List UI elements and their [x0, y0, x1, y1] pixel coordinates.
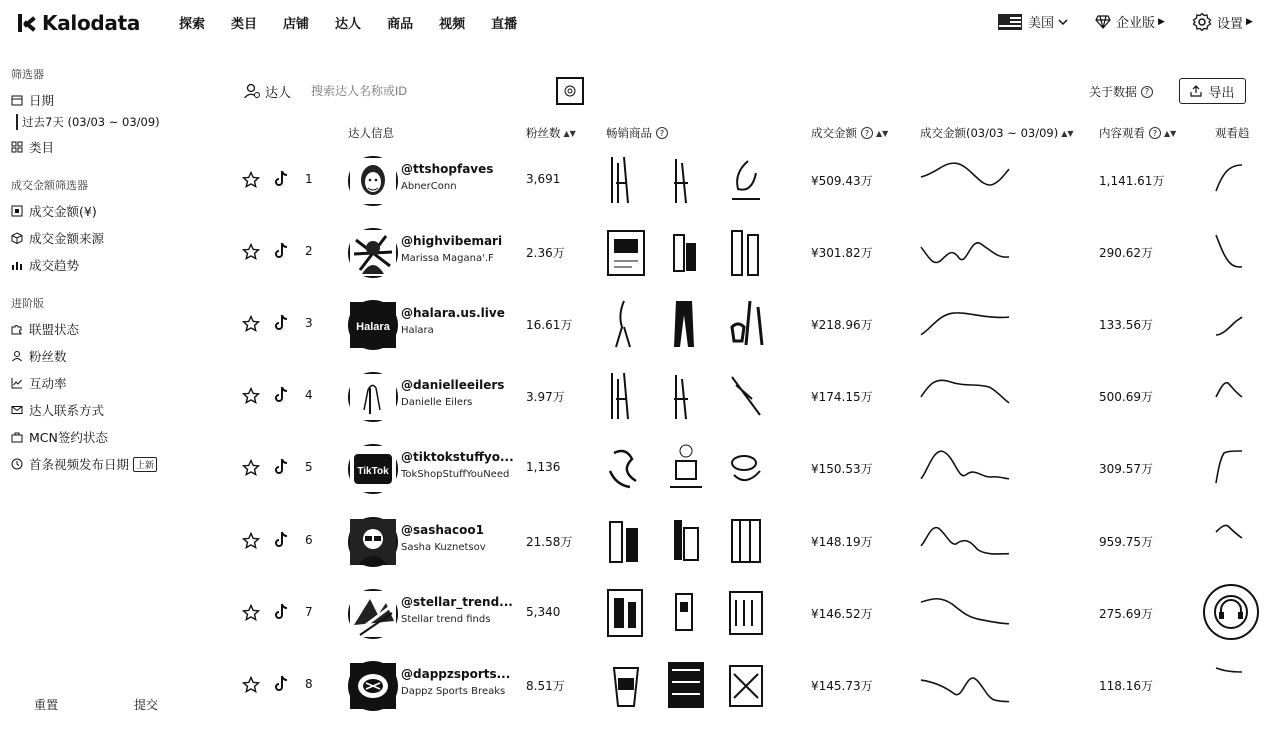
sidebar-item-label: 粉丝数 — [29, 349, 67, 364]
col-header-top-products — [606, 125, 668, 141]
sidebar-item-label: 类目 — [29, 140, 55, 155]
view-trend-sparkline — [1214, 299, 1244, 345]
product-thumbnail[interactable] — [726, 369, 766, 425]
col-header-followers[interactable] — [526, 125, 576, 141]
caret-right-icon: ▶ — [1246, 17, 1253, 27]
product-thumbnail[interactable] — [606, 514, 646, 570]
brand-logo[interactable] — [18, 10, 140, 36]
product-thumbnail[interactable] — [726, 153, 766, 209]
nav-product[interactable]: 商品 — [387, 17, 414, 32]
sidebar-item-engagement[interactable] — [11, 374, 67, 392]
sidebar-item-gmv[interactable] — [11, 202, 97, 220]
sidebar-item-label: 互动率 — [29, 376, 67, 391]
col-header-watch — [1215, 125, 1250, 141]
avatar[interactable] — [348, 444, 398, 494]
nav-creator[interactable]: 达人 — [335, 17, 362, 32]
creator-name: Danielle Eilers — [401, 397, 473, 408]
col-header-gmv[interactable] — [811, 125, 888, 141]
creator-handle[interactable]: @danielleeilers — [401, 378, 505, 392]
product-thumbnail[interactable] — [606, 658, 646, 714]
creator-search-bar — [243, 78, 531, 104]
view-trend-sparkline — [1214, 227, 1244, 273]
export-button[interactable] — [1179, 78, 1246, 104]
creator-handle[interactable]: @dappzsports... — [401, 667, 511, 681]
diamond-icon — [1095, 15, 1111, 29]
tiktok-icon[interactable] — [273, 314, 289, 332]
view-trend-sparkline — [1214, 371, 1244, 417]
search-tab-label[interactable]: 达人 — [265, 85, 292, 101]
tiktok-icon[interactable] — [273, 603, 289, 621]
tiktok-icon[interactable] — [273, 531, 289, 549]
help-icon: ? — [1141, 86, 1153, 98]
product-thumbnail[interactable] — [666, 441, 706, 497]
sidebar-item-label: 成交趋势 — [29, 258, 80, 273]
col-header-label: 粉丝数 — [526, 126, 561, 140]
col-header-label: 观看趋 — [1215, 126, 1250, 140]
reset-button[interactable]: 重置 — [34, 698, 59, 712]
rank-number: 5 — [305, 460, 313, 474]
filter-sidebar — [0, 60, 176, 729]
star-icon[interactable] — [242, 459, 260, 477]
table-row[interactable] — [236, 145, 1280, 217]
col-header-label: 成交金额 — [811, 126, 857, 140]
avatar[interactable] — [348, 589, 398, 639]
views-value: 290.62万 — [1099, 246, 1153, 260]
product-thumbnail[interactable] — [606, 297, 646, 353]
gmv-trend-sparkline — [919, 660, 1011, 706]
creator-handle[interactable]: @sashacoo1 — [401, 523, 484, 537]
star-icon[interactable] — [242, 171, 260, 189]
view-trend-sparkline — [1214, 516, 1244, 562]
gmv-value: ¥301.82万 — [811, 246, 873, 260]
table-row[interactable] — [236, 217, 1280, 289]
creator-name: Dappz Sports Breaks — [401, 686, 506, 697]
tiktok-icon[interactable] — [273, 170, 289, 188]
rank-number: 7 — [305, 605, 313, 619]
avatar[interactable] — [348, 156, 398, 206]
gmv-trend-sparkline — [919, 516, 1011, 562]
about-data-link[interactable] — [1089, 83, 1153, 100]
export-label: 导出 — [1208, 85, 1235, 101]
product-thumbnail[interactable] — [726, 586, 766, 642]
creator-handle[interactable]: @halara.us.live — [401, 306, 505, 320]
col-header-creator — [348, 125, 394, 141]
product-thumbnail[interactable] — [606, 225, 646, 281]
nav-explore[interactable]: 探索 — [179, 17, 206, 32]
col-header-label: 内容观看 — [1099, 126, 1145, 140]
tiktok-icon[interactable] — [273, 386, 289, 404]
line-chart-icon — [11, 377, 23, 389]
caret-right-icon: ▶ — [1158, 16, 1165, 27]
product-thumbnail[interactable] — [666, 369, 706, 425]
star-icon[interactable] — [242, 604, 260, 622]
rank-number: 1 — [305, 172, 313, 186]
sidebar-item-date[interactable] — [11, 91, 54, 109]
follower-count: 3.97万 — [526, 390, 565, 404]
us-flag-icon — [998, 14, 1022, 30]
gmv-value: ¥509.43万 — [811, 174, 873, 188]
star-icon[interactable] — [242, 387, 260, 405]
user-icon — [11, 350, 23, 362]
product-thumbnail[interactable] — [666, 514, 706, 570]
avatar[interactable] — [348, 300, 398, 350]
top-products — [606, 153, 776, 209]
nav-video[interactable]: 视频 — [439, 17, 466, 32]
sidebar-item-label: 首条视频发布日期 — [29, 457, 130, 472]
new-badge: 上新 — [133, 457, 157, 472]
settings-label: 设置 — [1217, 16, 1244, 32]
follower-count: 21.58万 — [526, 535, 573, 549]
sidebar-item-label: 达人联系方式 — [29, 403, 105, 418]
views-value: 309.57万 — [1099, 462, 1153, 476]
creator-name: TokShopStuffYouNeed — [401, 469, 510, 480]
follower-count: 3,691 — [526, 172, 561, 186]
sidebar-item-label: 联盟状态 — [29, 322, 80, 337]
table-row[interactable] — [236, 433, 1280, 505]
sidebar-item-label: MCN签约状态 — [29, 430, 108, 445]
about-label: 关于数据 — [1089, 85, 1138, 99]
follower-count: 1,136 — [526, 460, 561, 474]
table-row[interactable] — [236, 361, 1280, 433]
briefcase-icon — [11, 431, 23, 443]
user-icon — [243, 82, 261, 100]
top-products — [606, 658, 776, 714]
creator-name: AbnerConn — [401, 181, 457, 192]
top-products — [606, 225, 776, 281]
cube-icon — [11, 232, 23, 244]
views-value: 500.69万 — [1099, 390, 1153, 404]
gmv-value: ¥146.52万 — [811, 607, 873, 621]
gmv-trend-sparkline — [919, 588, 1011, 634]
views-value: 959.75万 — [1099, 535, 1153, 549]
gmv-trend-sparkline — [919, 299, 1011, 345]
gear-icon — [1192, 12, 1212, 32]
gmv-trend-sparkline — [919, 443, 1011, 489]
sidebar-item-label: 成交金额来源 — [29, 231, 105, 246]
star-icon[interactable] — [242, 676, 260, 694]
views-value: 1,141.61万 — [1099, 174, 1165, 188]
creator-handle[interactable]: @ttshopfaves — [401, 162, 494, 176]
sidebar-item-label: 日期 — [29, 93, 55, 108]
gmv-trend-sparkline — [919, 155, 1011, 201]
enterprise-menu[interactable] — [1095, 12, 1165, 31]
sidebar-item-label: 成交金额(¥) — [29, 204, 97, 219]
creator-name: Sasha Kuznetsov — [401, 542, 486, 553]
gmv-trend-sparkline — [919, 371, 1011, 417]
sidebar-item-followers[interactable] — [11, 347, 67, 365]
rank-number: 3 — [305, 316, 313, 330]
sidebar-item-gmv-trend[interactable] — [11, 256, 79, 274]
creator-handle[interactable]: @highvibemari — [401, 234, 503, 248]
top-products — [606, 514, 776, 570]
main-nav — [166, 13, 530, 32]
puzzle-icon — [11, 323, 23, 335]
views-value: 133.56万 — [1099, 318, 1153, 332]
gmv-trend-sparkline — [919, 227, 1011, 273]
creator-name: Halara — [401, 325, 434, 336]
rank-number: 4 — [305, 388, 313, 402]
top-products — [606, 369, 776, 425]
product-thumbnail[interactable] — [726, 225, 766, 281]
product-thumbnail[interactable] — [726, 514, 766, 570]
help-icon[interactable]: ? — [861, 127, 873, 139]
follower-count: 8.51万 — [526, 679, 565, 693]
sidebar-item-affiliate[interactable] — [11, 320, 79, 338]
product-thumbnail[interactable] — [666, 153, 706, 209]
gmv-value: ¥148.19万 — [811, 535, 873, 549]
product-thumbnail[interactable] — [666, 586, 706, 642]
tiktok-icon[interactable] — [273, 458, 289, 476]
star-icon[interactable] — [242, 243, 260, 261]
rank-number: 6 — [305, 533, 313, 547]
creator-name: Marissa Magana'.F — [401, 253, 494, 264]
customer-service-button[interactable] — [1203, 584, 1259, 640]
region-label: 美国 — [1028, 16, 1055, 31]
creator-name: Stellar trend finds — [401, 614, 491, 625]
product-thumbnail[interactable] — [666, 225, 706, 281]
view-trend-sparkline — [1214, 660, 1244, 706]
nav-shop[interactable]: 店铺 — [283, 17, 310, 32]
col-header-label: 畅销商品 — [606, 126, 652, 140]
sidebar-item-category[interactable] — [11, 138, 54, 156]
nav-category[interactable]: 类目 — [231, 17, 258, 32]
region-selector[interactable] — [998, 12, 1069, 31]
export-icon — [1190, 85, 1202, 97]
product-thumbnail[interactable] — [726, 658, 766, 714]
view-trend-sparkline — [1214, 443, 1244, 489]
nav-live[interactable]: 直播 — [491, 17, 518, 32]
brand-name: Kalodata — [42, 11, 141, 35]
calendar-icon — [11, 94, 23, 106]
views-value: 118.16万 — [1099, 679, 1153, 693]
star-icon[interactable] — [242, 315, 260, 333]
product-thumbnail[interactable] — [606, 441, 646, 497]
top-navbar — [0, 0, 1280, 46]
product-thumbnail[interactable] — [666, 297, 706, 353]
avatar[interactable] — [348, 517, 398, 567]
table-row[interactable] — [236, 506, 1280, 578]
table-row[interactable] — [236, 578, 1280, 650]
image-search-button[interactable] — [556, 77, 584, 105]
avatar[interactable] — [348, 661, 398, 711]
col-header-gmv-range[interactable] — [920, 125, 1074, 141]
follower-count: 5,340 — [526, 605, 561, 619]
sidebar-item-mcn[interactable] — [11, 428, 108, 446]
col-header-label: 达人信息 — [348, 126, 394, 140]
svg-text:Halara: Halara — [356, 321, 390, 333]
avatar[interactable] — [348, 372, 398, 422]
chevron-down-icon — [1057, 16, 1069, 28]
top-products — [606, 441, 776, 497]
top-products — [606, 297, 776, 353]
product-thumbnail[interactable] — [606, 153, 646, 209]
creator-handle[interactable]: @stellar_trend... — [401, 595, 513, 609]
rank-number: 2 — [305, 244, 313, 258]
help-icon[interactable]: ? — [656, 127, 668, 139]
views-value: 275.69万 — [1099, 607, 1153, 621]
star-icon[interactable] — [242, 532, 260, 550]
creator-handle[interactable]: @tiktokstuffyo... — [401, 450, 514, 464]
follower-count: 16.61万 — [526, 318, 573, 332]
enterprise-label: 企业版 — [1116, 16, 1156, 31]
svg-text:TikTok: TikTok — [357, 466, 389, 477]
sidebar-item-first-video[interactable] — [11, 455, 157, 473]
top-products — [606, 586, 776, 642]
mail-icon — [11, 404, 23, 416]
gmv-value: ¥150.53万 — [811, 462, 873, 476]
date-range-value[interactable]: 过去7天 (03/03 ~ 03/09) — [16, 114, 160, 130]
col-header-label: 成交金额(03/03 ~ 03/09) — [920, 126, 1059, 140]
headset-icon — [1205, 586, 1257, 638]
product-thumbnail[interactable] — [666, 658, 706, 714]
tiktok-icon[interactable] — [273, 675, 289, 693]
gmv-value: ¥218.96万 — [811, 318, 873, 332]
filter-title: 筛选器 — [11, 68, 44, 81]
bar-chart-icon — [11, 259, 23, 271]
sort-icon[interactable]: ▲▼ — [1061, 128, 1074, 138]
gmv-value: ¥174.15万 — [811, 390, 873, 404]
help-icon[interactable]: ? — [1149, 127, 1161, 139]
follower-count: 2.36万 — [526, 246, 565, 260]
gmv-value: ¥145.73万 — [811, 679, 873, 693]
sidebar-item-gmv-source[interactable] — [11, 229, 104, 247]
scan-icon — [562, 83, 578, 99]
product-thumbnail[interactable] — [726, 441, 766, 497]
product-thumbnail[interactable] — [726, 297, 766, 353]
submit-button[interactable]: 提交 — [134, 698, 159, 712]
tiktok-icon[interactable] — [273, 242, 289, 260]
view-trend-sparkline — [1214, 155, 1244, 201]
kalodata-logo-icon — [18, 12, 38, 34]
settings-menu[interactable] — [1192, 12, 1253, 32]
table-row[interactable] — [236, 650, 1280, 722]
money-icon — [11, 205, 23, 217]
grid-icon — [11, 141, 23, 153]
sort-desc-icon[interactable]: ▲▼ — [876, 128, 889, 138]
product-thumbnail[interactable] — [606, 369, 646, 425]
advanced-title: 进阶版 — [11, 297, 44, 310]
col-header-views[interactable] — [1099, 125, 1176, 141]
sort-icon[interactable]: ▲▼ — [563, 128, 576, 138]
clock-icon — [11, 458, 23, 470]
search-input[interactable] — [311, 84, 531, 98]
table-row[interactable] — [236, 289, 1280, 361]
sort-icon[interactable]: ▲▼ — [1164, 128, 1177, 138]
gmv-filter-title: 成交金额筛选器 — [11, 179, 88, 192]
product-thumbnail[interactable] — [606, 586, 646, 642]
avatar[interactable] — [348, 228, 398, 278]
rank-number: 8 — [305, 677, 313, 691]
sidebar-item-contact[interactable] — [11, 401, 104, 419]
